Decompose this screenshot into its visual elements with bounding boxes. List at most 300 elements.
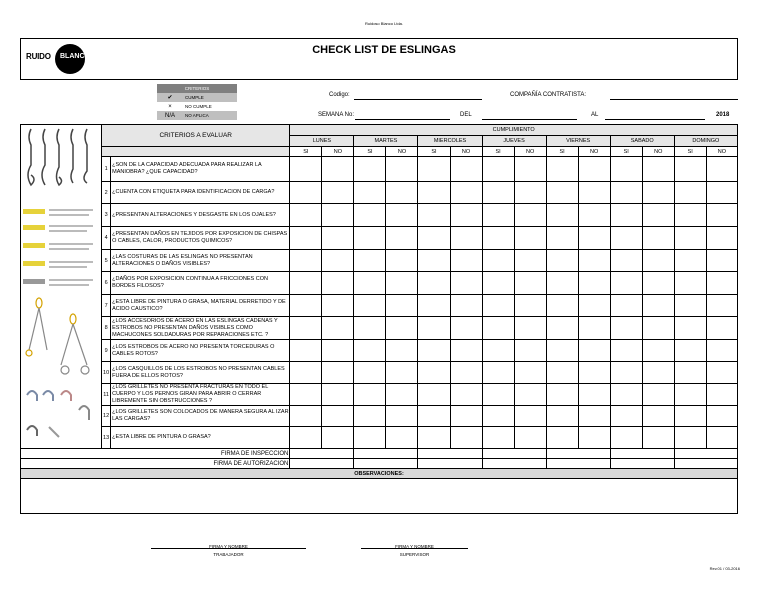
semana-field[interactable]	[355, 119, 450, 120]
no-checkbox[interactable]	[642, 157, 674, 182]
no-header: NO	[706, 147, 737, 157]
question-row	[21, 317, 738, 340]
question-row	[21, 427, 738, 449]
no-checkbox[interactable]	[642, 362, 674, 384]
criteria-heading-cell: CRITERIOS A EVALUAR	[102, 125, 290, 147]
question-number: 4	[102, 227, 111, 250]
no-checkbox[interactable]	[450, 427, 482, 449]
no-checkbox[interactable]	[322, 204, 354, 227]
si-checkbox[interactable]	[610, 227, 642, 250]
si-checkbox[interactable]	[418, 182, 450, 204]
si-checkbox[interactable]	[354, 340, 386, 362]
no-checkbox[interactable]	[322, 340, 354, 362]
question-text: ¿CUENTA CON ETIQUETA PARA IDENTIFICACION DE CARGA?	[111, 182, 290, 204]
signature-cell[interactable]	[674, 459, 737, 469]
no-checkbox[interactable]	[706, 295, 737, 317]
no-checkbox[interactable]	[386, 272, 418, 295]
no-checkbox[interactable]	[578, 182, 610, 204]
si-checkbox[interactable]	[482, 295, 514, 317]
question-number: 2	[102, 182, 111, 204]
si-checkbox[interactable]	[482, 406, 514, 427]
signature-cell[interactable]	[546, 459, 610, 469]
si-checkbox[interactable]	[418, 204, 450, 227]
question-number: 3	[102, 204, 111, 227]
si-checkbox[interactable]	[354, 295, 386, 317]
no-checkbox[interactable]	[578, 204, 610, 227]
question-text: ¿LOS GRILLETES SON COLOCADOS DE MANERA SEGURA AL IZAR LAS CARGAS?	[111, 406, 290, 427]
no-checkbox[interactable]	[642, 340, 674, 362]
question-row	[21, 340, 738, 362]
no-checkbox[interactable]	[322, 406, 354, 427]
no-header: NO	[642, 147, 674, 157]
si-checkbox[interactable]	[610, 340, 642, 362]
no-checkbox[interactable]	[386, 317, 418, 340]
no-checkbox[interactable]	[386, 362, 418, 384]
no-header: NO	[386, 147, 418, 157]
no-checkbox[interactable]	[514, 204, 546, 227]
si-checkbox[interactable]	[674, 157, 706, 182]
al-label: AL	[591, 112, 599, 118]
no-checkbox[interactable]	[386, 182, 418, 204]
no-checkbox[interactable]	[322, 384, 354, 406]
signature-cell[interactable]	[354, 459, 418, 469]
si-checkbox[interactable]	[290, 295, 322, 317]
si-checkbox[interactable]	[610, 427, 642, 449]
si-checkbox[interactable]	[290, 362, 322, 384]
no-checkbox[interactable]	[514, 295, 546, 317]
si-checkbox[interactable]	[546, 204, 578, 227]
si-checkbox[interactable]	[482, 227, 514, 250]
si-checkbox[interactable]	[354, 227, 386, 250]
no-checkbox[interactable]	[706, 157, 737, 182]
si-checkbox[interactable]	[482, 384, 514, 406]
no-checkbox[interactable]	[322, 427, 354, 449]
no-checkbox[interactable]	[706, 340, 737, 362]
day-header: SABADO	[610, 136, 674, 147]
si-checkbox[interactable]	[482, 317, 514, 340]
criteria-legend	[157, 84, 237, 120]
si-checkbox[interactable]	[546, 295, 578, 317]
si-checkbox[interactable]	[354, 427, 386, 449]
day-header: MARTES	[354, 136, 418, 147]
si-checkbox[interactable]	[290, 227, 322, 250]
question-number: 10	[102, 362, 111, 384]
si-checkbox[interactable]	[674, 384, 706, 406]
si-header: SI	[674, 147, 706, 157]
si-header: SI	[418, 147, 450, 157]
no-checkbox[interactable]	[386, 157, 418, 182]
si-checkbox[interactable]	[354, 182, 386, 204]
si-checkbox[interactable]	[546, 406, 578, 427]
contratista-label: COMPAÑÍA CONTRATISTA:	[510, 92, 587, 98]
si-checkbox[interactable]	[674, 406, 706, 427]
si-checkbox[interactable]	[610, 384, 642, 406]
no-checkbox[interactable]	[386, 204, 418, 227]
question-number: 9	[102, 340, 111, 362]
no-checkbox[interactable]	[578, 384, 610, 406]
signature-cell[interactable]	[546, 449, 610, 459]
si-checkbox[interactable]	[290, 317, 322, 340]
si-checkbox[interactable]	[354, 406, 386, 427]
no-checkbox[interactable]	[706, 427, 737, 449]
si-checkbox[interactable]	[546, 362, 578, 384]
si-checkbox[interactable]	[482, 157, 514, 182]
no-checkbox[interactable]	[450, 157, 482, 182]
no-checkbox[interactable]	[578, 427, 610, 449]
check-icon: ✔	[167, 95, 173, 101]
wire-rope-slings-icon	[28, 129, 87, 185]
signature-supervisor-role: SUPERVISOR	[399, 552, 430, 557]
no-checkbox[interactable]	[386, 406, 418, 427]
si-checkbox[interactable]	[354, 317, 386, 340]
question-row	[21, 272, 738, 295]
si-checkbox[interactable]	[546, 250, 578, 272]
question-row	[21, 157, 738, 182]
signature-worker-role: TRABAJADOR	[213, 552, 244, 557]
chain-slings-icon	[26, 298, 89, 374]
no-checkbox[interactable]	[386, 227, 418, 250]
no-checkbox[interactable]	[450, 182, 482, 204]
no-checkbox[interactable]	[322, 272, 354, 295]
si-checkbox[interactable]	[610, 250, 642, 272]
cumplimiento-heading: CUMPLIMIENTO	[290, 125, 738, 136]
si-checkbox[interactable]	[610, 317, 642, 340]
question-row	[21, 362, 738, 384]
no-checkbox[interactable]	[706, 406, 737, 427]
signature-cell[interactable]	[418, 449, 482, 459]
no-checkbox[interactable]	[642, 295, 674, 317]
si-header: SI	[546, 147, 578, 157]
semana-label: SEMANA No:	[318, 112, 355, 118]
si-checkbox[interactable]	[674, 250, 706, 272]
si-checkbox[interactable]	[482, 182, 514, 204]
question-number: 5	[102, 250, 111, 272]
signature-worker-label: FIRMA Y NOMBRE	[209, 544, 248, 549]
year-label: 2018	[716, 112, 730, 118]
si-checkbox[interactable]	[610, 406, 642, 427]
si-checkbox[interactable]	[546, 427, 578, 449]
no-checkbox[interactable]	[578, 362, 610, 384]
signature-cell[interactable]	[290, 449, 354, 459]
no-checkbox[interactable]	[450, 272, 482, 295]
no-checkbox[interactable]	[450, 340, 482, 362]
question-number: 6	[102, 272, 111, 295]
criteria-item-no-cumple	[157, 102, 237, 111]
question-row	[21, 250, 738, 272]
si-checkbox[interactable]	[290, 250, 322, 272]
criteria-label: NO APLICA	[185, 113, 209, 118]
si-header: SI	[610, 147, 642, 157]
observaciones-header: OBSERVACIONES:	[21, 469, 738, 479]
si-checkbox[interactable]	[418, 295, 450, 317]
no-checkbox[interactable]	[514, 272, 546, 295]
si-checkbox[interactable]	[418, 340, 450, 362]
question-number: 8	[102, 317, 111, 340]
si-checkbox[interactable]	[546, 384, 578, 406]
signature-cell[interactable]	[610, 459, 674, 469]
no-checkbox[interactable]	[642, 406, 674, 427]
si-checkbox[interactable]	[546, 157, 578, 182]
day-header: LUNES	[290, 136, 354, 147]
company-small-header: Ruidoso Blanco Ltda.	[364, 21, 404, 26]
question-text: ¿LOS ACCESORIOS DE ACERO EN LAS ESLINGAS CADENAS Y ESTROBOS NO PRESENTAN DAÑOS VISIBLES COMO MACHUCONES SOLDADURAS POR REPARACIONES ETC. ?	[111, 317, 290, 340]
no-checkbox[interactable]	[642, 182, 674, 204]
criteria-heading: CRITERIOS	[157, 84, 237, 93]
si-checkbox[interactable]	[674, 295, 706, 317]
no-header: NO	[514, 147, 546, 157]
question-row	[21, 227, 738, 250]
no-checkbox[interactable]	[514, 157, 546, 182]
no-checkbox[interactable]	[642, 317, 674, 340]
no-checkbox[interactable]	[578, 295, 610, 317]
criteria-label: CUMPLE	[185, 95, 204, 100]
no-checkbox[interactable]	[514, 182, 546, 204]
no-checkbox[interactable]	[386, 250, 418, 272]
question-row	[21, 384, 738, 406]
no-checkbox[interactable]	[706, 227, 737, 250]
question-text: ¿PRESENTAN ALTERACIONES Y DESGASTE EN LOS OJALES?	[111, 204, 290, 227]
firma-inspeccion-row: FIRMA DE INSPECCION	[21, 449, 290, 459]
si-checkbox[interactable]	[418, 272, 450, 295]
signature-cell[interactable]	[482, 449, 546, 459]
si-checkbox[interactable]	[482, 250, 514, 272]
no-checkbox[interactable]	[514, 227, 546, 250]
signature-cell[interactable]	[482, 459, 546, 469]
no-checkbox[interactable]	[322, 295, 354, 317]
no-checkbox[interactable]	[706, 182, 737, 204]
no-checkbox[interactable]	[578, 317, 610, 340]
si-checkbox[interactable]	[354, 362, 386, 384]
no-checkbox[interactable]	[642, 227, 674, 250]
no-checkbox[interactable]	[322, 157, 354, 182]
si-checkbox[interactable]	[482, 204, 514, 227]
no-checkbox[interactable]	[322, 227, 354, 250]
no-checkbox[interactable]	[322, 182, 354, 204]
question-number: 1	[102, 157, 111, 182]
si-checkbox[interactable]	[418, 157, 450, 182]
question-row	[21, 204, 738, 227]
day-header: VIERNES	[546, 136, 610, 147]
si-checkbox[interactable]	[418, 427, 450, 449]
si-checkbox[interactable]	[546, 340, 578, 362]
si-checkbox[interactable]	[354, 204, 386, 227]
si-checkbox[interactable]	[674, 204, 706, 227]
question-text: ¿PRESENTAN DAÑOS EN TEJIDOS POR EXPOSICION DE CHISPAS O CABLES, CALOR, PRODUCTOS QUIMICOS?	[111, 227, 290, 250]
question-number: 12	[102, 406, 111, 427]
no-header: NO	[450, 147, 482, 157]
signature-cell[interactable]	[610, 449, 674, 459]
no-checkbox[interactable]	[386, 340, 418, 362]
question-number: 7	[102, 295, 111, 317]
no-checkbox[interactable]	[642, 427, 674, 449]
no-checkbox[interactable]	[642, 272, 674, 295]
question-text: ¿ESTA LIBRE DE PINTURA O GRASA?	[111, 427, 290, 449]
revision-label: Rev.01 / 03-2016	[709, 566, 740, 571]
question-text: ¿LOS GRILLETES NO PRESENTA FRACTURAS EN TODO EL CUERPO Y LOS PERNOS GIRAN PARA ABRIR O CERRAR LIBREMENTE SIN OBSTRUCCIONES ?	[111, 384, 290, 406]
firma-autorizacion-row: FIRMA DE AUTORIZACION	[21, 459, 290, 469]
si-checkbox[interactable]	[546, 227, 578, 250]
no-checkbox[interactable]	[578, 406, 610, 427]
si-checkbox[interactable]	[674, 362, 706, 384]
question-row	[21, 295, 738, 317]
cross-icon: ×	[168, 103, 172, 110]
no-checkbox[interactable]	[642, 384, 674, 406]
si-checkbox[interactable]	[418, 250, 450, 272]
si-checkbox[interactable]	[610, 362, 642, 384]
no-checkbox[interactable]	[514, 317, 546, 340]
si-checkbox[interactable]	[354, 384, 386, 406]
no-checkbox[interactable]	[706, 362, 737, 384]
no-checkbox[interactable]	[642, 204, 674, 227]
si-header: SI	[482, 147, 514, 157]
no-checkbox[interactable]	[706, 272, 737, 295]
si-checkbox[interactable]	[290, 406, 322, 427]
si-checkbox[interactable]	[610, 204, 642, 227]
no-checkbox[interactable]	[514, 340, 546, 362]
no-checkbox[interactable]	[322, 362, 354, 384]
no-checkbox[interactable]	[578, 227, 610, 250]
signature-cell[interactable]	[674, 449, 737, 459]
no-checkbox[interactable]	[578, 250, 610, 272]
no-checkbox[interactable]	[578, 272, 610, 295]
si-checkbox[interactable]	[290, 427, 322, 449]
no-checkbox[interactable]	[322, 317, 354, 340]
si-checkbox[interactable]	[418, 384, 450, 406]
no-checkbox[interactable]	[450, 384, 482, 406]
question-text: ¿LAS COSTURAS DE LAS ESLINGAS NO PRESENTAN ALTERACIONES O DAÑOS VISIBLES?	[111, 250, 290, 272]
si-checkbox[interactable]	[354, 250, 386, 272]
question-text: ¿DAÑOS POR EXPOSICION CONTINUA A FRICCIONES CON BORDES FILOSOS?	[111, 272, 290, 295]
no-checkbox[interactable]	[386, 427, 418, 449]
si-checkbox[interactable]	[674, 427, 706, 449]
no-checkbox[interactable]	[450, 250, 482, 272]
no-checkbox[interactable]	[450, 406, 482, 427]
si-checkbox[interactable]	[674, 272, 706, 295]
no-checkbox[interactable]	[514, 250, 546, 272]
si-checkbox[interactable]	[290, 182, 322, 204]
day-header: JUEVES	[482, 136, 546, 147]
si-checkbox[interactable]	[354, 157, 386, 182]
si-checkbox[interactable]	[674, 182, 706, 204]
no-checkbox[interactable]	[386, 295, 418, 317]
si-checkbox[interactable]	[290, 157, 322, 182]
no-checkbox[interactable]	[514, 427, 546, 449]
si-header: SI	[354, 147, 386, 157]
si-checkbox[interactable]	[290, 384, 322, 406]
web-slings-icon	[23, 209, 93, 286]
no-checkbox[interactable]	[578, 157, 610, 182]
no-header: NO	[578, 147, 610, 157]
no-checkbox[interactable]	[578, 340, 610, 362]
criteria-subheader	[102, 147, 290, 157]
no-checkbox[interactable]	[450, 362, 482, 384]
signature-supervisor-label: FIRMA Y NOMBRE	[395, 544, 434, 549]
question-text: ¿LOS ESTROBOS DE ACERO NO PRESENTA TORCEDURAS O CABLES ROTOS?	[111, 340, 290, 362]
question-row	[21, 182, 738, 204]
question-text: ¿SON DE LA CAPACIDAD ADECUADA PARA REALIZAR LA MANIOBRA? ¿QUE CAPACIDAD?	[111, 157, 290, 182]
criteria-item-no-aplica	[157, 111, 237, 120]
no-checkbox[interactable]	[450, 317, 482, 340]
observaciones-field[interactable]	[21, 479, 738, 514]
signature-cell[interactable]	[290, 459, 354, 469]
no-checkbox[interactable]	[450, 295, 482, 317]
no-checkbox[interactable]	[514, 406, 546, 427]
day-header: DOMINGO	[674, 136, 737, 147]
si-checkbox[interactable]	[546, 272, 578, 295]
si-checkbox[interactable]	[482, 272, 514, 295]
si-checkbox[interactable]	[546, 182, 578, 204]
si-checkbox[interactable]	[418, 317, 450, 340]
codigo-field[interactable]	[354, 99, 482, 100]
al-field[interactable]	[605, 119, 705, 120]
si-checkbox[interactable]	[290, 204, 322, 227]
si-checkbox[interactable]	[610, 182, 642, 204]
contratista-field[interactable]	[610, 99, 738, 100]
codigo-label: Codigo:	[329, 92, 350, 98]
del-label: DEL	[460, 112, 472, 118]
question-row	[21, 406, 738, 427]
no-checkbox[interactable]	[706, 250, 737, 272]
del-field[interactable]	[482, 119, 577, 120]
question-text: ¿ESTA LIBRE DE PINTURA O GRASA, MATERIAL DERRETIDO Y DE ACIDO CAUSTICO?	[111, 295, 290, 317]
si-checkbox[interactable]	[290, 340, 322, 362]
si-checkbox[interactable]	[354, 272, 386, 295]
si-checkbox[interactable]	[610, 272, 642, 295]
si-checkbox[interactable]	[418, 406, 450, 427]
no-checkbox[interactable]	[386, 384, 418, 406]
si-checkbox[interactable]	[610, 157, 642, 182]
question-text: ¿LOS CASQUILLOS DE LOS ESTROBOS NO PRESENTAN CABLES FUERA DE ELLOS ROTOS?	[111, 362, 290, 384]
na-symbol: N/A	[164, 112, 175, 119]
no-checkbox[interactable]	[706, 204, 737, 227]
signature-cell[interactable]	[354, 449, 418, 459]
no-checkbox[interactable]	[642, 250, 674, 272]
no-checkbox[interactable]	[450, 204, 482, 227]
no-checkbox[interactable]	[514, 384, 546, 406]
logo-text-left: RUIDO	[26, 52, 51, 61]
si-checkbox[interactable]	[674, 227, 706, 250]
checklist-table	[20, 124, 738, 514]
no-header: NO	[322, 147, 354, 157]
logo-text-right: BLANCO	[60, 53, 90, 60]
si-checkbox[interactable]	[546, 317, 578, 340]
no-checkbox[interactable]	[514, 362, 546, 384]
si-checkbox[interactable]	[610, 295, 642, 317]
shackles-icon	[27, 391, 89, 437]
criteria-label: NO CUMPLE	[185, 104, 212, 109]
no-checkbox[interactable]	[706, 384, 737, 406]
question-number: 13	[102, 427, 111, 449]
question-number: 11	[102, 384, 111, 406]
si-checkbox[interactable]	[290, 272, 322, 295]
si-checkbox[interactable]	[674, 340, 706, 362]
si-checkbox[interactable]	[482, 427, 514, 449]
si-checkbox[interactable]	[482, 362, 514, 384]
si-checkbox[interactable]	[418, 227, 450, 250]
si-checkbox[interactable]	[674, 317, 706, 340]
signature-cell[interactable]	[418, 459, 482, 469]
si-header: SI	[290, 147, 322, 157]
no-checkbox[interactable]	[706, 317, 737, 340]
criteria-item-cumple	[157, 93, 237, 102]
equipment-illustrations	[21, 125, 100, 452]
si-checkbox[interactable]	[482, 340, 514, 362]
no-checkbox[interactable]	[450, 227, 482, 250]
page-title: CHECK LIST DE ESLINGAS	[312, 44, 456, 56]
si-checkbox[interactable]	[418, 362, 450, 384]
day-header: MIERCOLES	[418, 136, 482, 147]
no-checkbox[interactable]	[322, 250, 354, 272]
